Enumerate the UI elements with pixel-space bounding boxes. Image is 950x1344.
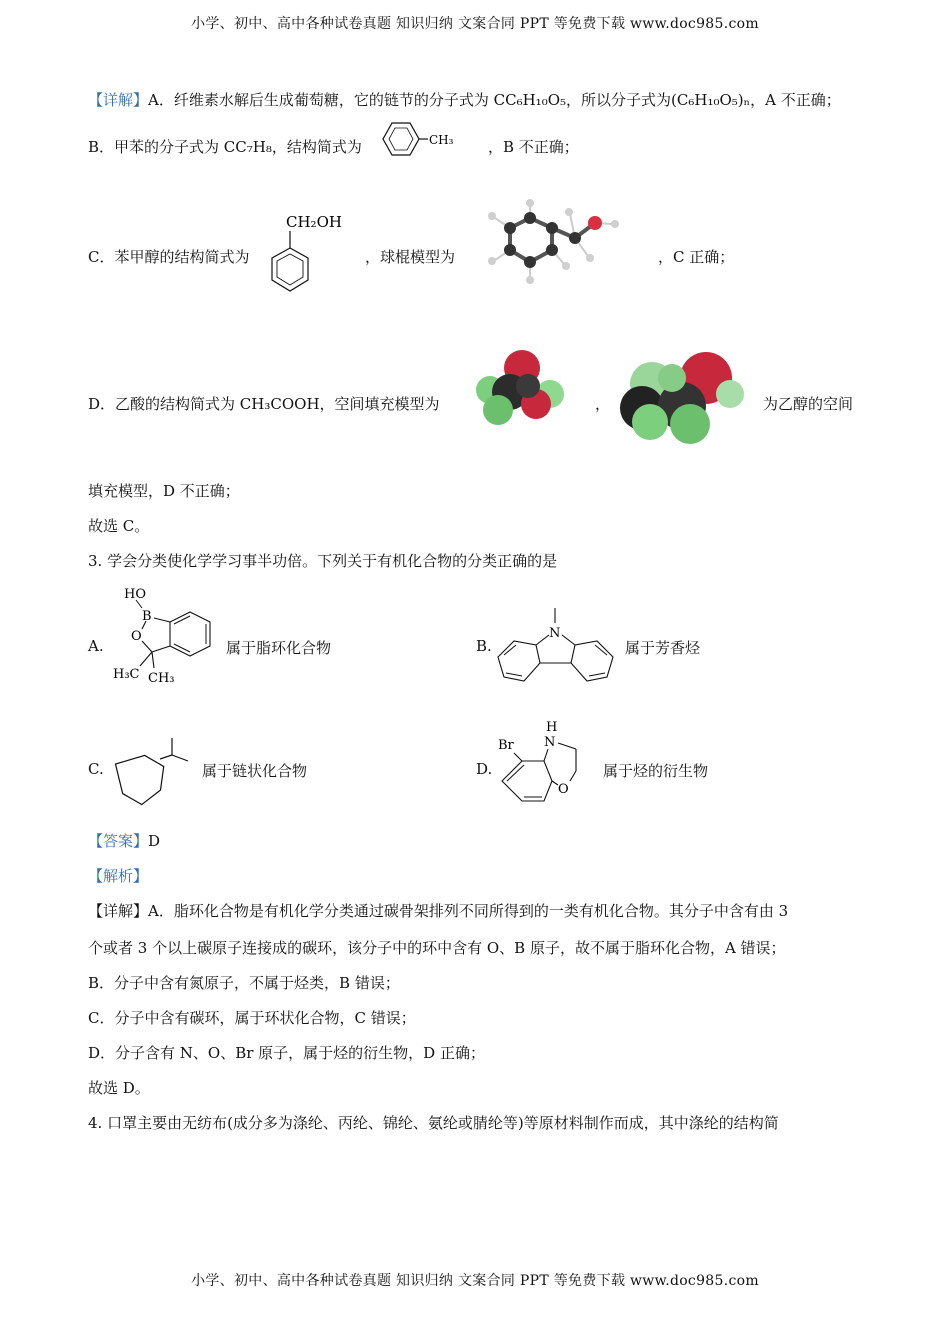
q3-option-b-label: B. <box>476 637 492 655</box>
detail1-d-text: D．乙酸的结构简式为 CH₃COOH，空间填充模型为 <box>88 395 440 413</box>
detail1-c-text: C．苯甲醇的结构简式为 <box>88 248 250 266</box>
label-h3c: H₃C <box>113 667 140 682</box>
detail1-line-a <box>88 90 841 110</box>
analysis-tag: 【解析】 <box>88 867 149 885</box>
q3-option-c-text: 属于链状化合物 <box>202 762 308 780</box>
label-ch3: CH₃ <box>148 671 175 686</box>
toluene-structure <box>370 120 460 160</box>
q3-option-a-text: 属于脂环化合物 <box>226 639 332 657</box>
detail2-line-d: D．分子含有 N、O、Br 原子，属于烃的衍生物，D 正确； <box>88 1044 485 1062</box>
q3-option-b-structure <box>494 605 619 690</box>
q3-option-c-label: C. <box>88 760 104 778</box>
detail2-line-b: B．分子中含有氮原子，不属于烃类，B 错误； <box>88 974 400 992</box>
page-header: 小学、初中、高中各种试卷真题 知识归纳 文案合同 PPT 等免费下载 www.doc985.com <box>191 16 759 32</box>
detail2-line-a2: 个或者 3 个以上碳原子连接成的碳环，该分子中的环中含有 O、B 原子，故不属于脂环化合物，A 错误； <box>88 939 786 957</box>
acetic-acid-space-fill <box>470 348 570 433</box>
toluene-formula: C₇H₈ <box>235 138 272 156</box>
detail1-b-end: ，B 不正确； <box>488 138 579 156</box>
ethanol-space-fill <box>612 348 747 443</box>
q4-stem: 4. 口罩主要由无纺布(成分多为涤纶、丙纶、锦纶、氨纶或腈纶等)等原材料制作而成，其中涤纶的结构简 <box>88 1114 779 1132</box>
answer-tag: 【答案】 <box>88 832 149 850</box>
label-o-2: O <box>558 782 569 797</box>
detail1-d-end: 为乙醇的空间 <box>763 395 854 413</box>
q3-option-c-structure <box>108 735 193 807</box>
label-h: H <box>546 720 558 735</box>
label-br: Br <box>498 738 514 753</box>
q3-option-d-structure <box>496 715 606 810</box>
q3-option-a-structure <box>110 582 220 692</box>
q3-option-d-label: D. <box>476 760 493 778</box>
label-n: N <box>549 626 561 641</box>
detail1-c-end: ，C 正确； <box>658 248 735 266</box>
q3-option-b-text: 属于芳香烃 <box>625 639 701 657</box>
detail-tag: 【详解】 <box>88 91 149 109</box>
label-n-2: N <box>544 735 556 750</box>
label-b: B <box>142 609 152 624</box>
detail2-tag: 【详解】 <box>88 902 149 920</box>
q3-stem: 3. 学会分类使化学学习事半功倍。下列关于有机化合物的分类正确的是 <box>88 552 558 570</box>
detail1-c-mid: ，球棍模型为 <box>365 248 456 266</box>
detail2-line-c: C．分子中含有碳环，属于环状化合物，C 错误； <box>88 1009 416 1027</box>
detail1-a-end: ，A 不正确； <box>750 91 841 109</box>
label-o: O <box>131 629 142 644</box>
detail1-conclusion: 故选 C。 <box>88 517 150 535</box>
answer-line <box>88 831 160 851</box>
ch2oh-label: CH₂OH <box>286 213 342 231</box>
detail1-b-mid: ，结构简式为 <box>271 138 362 156</box>
answer-value: D <box>148 832 161 850</box>
detail1-a-text: A．纤维素水解后生成葡萄糖，它的链节的分子式为 C <box>148 91 506 109</box>
detail1-d-continued: 填充模型，D 不正确； <box>88 482 240 500</box>
page-footer: 小学、初中、高中各种试卷真题 知识归纳 文案合同 PPT 等免费下载 www.doc985.com <box>191 1273 759 1289</box>
q3-option-d-text: 属于烃的衍生物 <box>603 762 709 780</box>
ch3-label: CH₃ <box>429 133 454 147</box>
detail1-d-comma: ， <box>595 395 611 413</box>
detail2-conclusion: 故选 D。 <box>88 1079 150 1097</box>
detail1-line-b <box>88 137 362 157</box>
ball-stick-model <box>480 198 630 288</box>
detail1-b-text: B．甲苯的分子式为 C <box>88 138 236 156</box>
detail2-line-a1 <box>88 901 788 921</box>
benzyl-alcohol-structure <box>264 210 354 305</box>
detail2-a1-text: A．脂环化合物是有机化学分类通过碳骨架排列不同所得到的一类有机化合物。其分子中含有由 3 <box>148 902 789 920</box>
q3-option-a-label: A. <box>88 637 104 655</box>
cellulose-formula: C₆H₁₀O₅，所以分子式为(C₆H₁₀O₅)ₙ <box>505 91 751 109</box>
label-ho: HO <box>124 587 146 602</box>
